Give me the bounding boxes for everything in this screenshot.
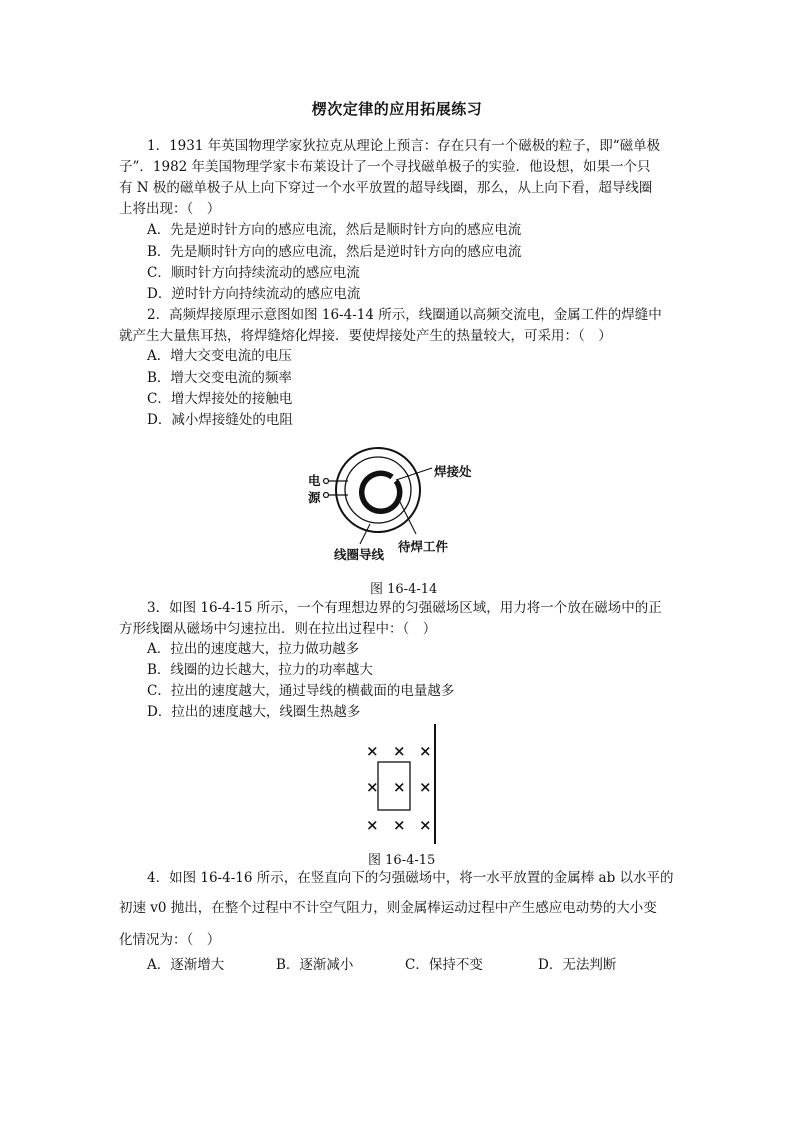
- welding-diagram: [300, 438, 500, 568]
- question-3-option-b: B．线圈的边长越大，拉力的功率越大: [147, 662, 373, 678]
- question-4-stem: [119, 868, 679, 889]
- workpiece-leader: [400, 502, 416, 534]
- question-2-stem: [119, 305, 679, 347]
- question-1-line: 1．1931 年英国物理学家狄拉克从理论上预言：存在只有一个磁极的粒子，即“磁单极: [147, 138, 661, 154]
- coil-outer-ring: [336, 448, 420, 532]
- question-3-line: 方形线圈从磁场中匀速拉出．则在拉出过程中：（ ）: [119, 621, 437, 637]
- power-terminal-top: [324, 479, 329, 484]
- question-4-stem-line-3: [119, 930, 679, 951]
- power-label-char-1: 电: [308, 473, 321, 488]
- power-label-char-2: 源: [308, 490, 321, 505]
- question-2-option-c: C．增大焊接处的接触电: [147, 391, 293, 407]
- field-mark: ×: [366, 778, 379, 796]
- page-title: 楞次定律的应用拓展练习: [311, 100, 483, 118]
- question-1-line: 子”．1982 年美国物理学家卡布莱设计了一个寻找磁单极子的实验．他设想，如果一个只: [119, 159, 651, 175]
- question-4-line: 初速 v0 抛出，在整个过程中不计空气阻力，则金属棒运动过程中产生感应电动势的大小变: [119, 900, 657, 916]
- magnetic-field-diagram: [360, 722, 450, 846]
- coil-leader: [360, 524, 370, 544]
- question-1-line: 有 N 极的磁单极子从上向下穿过一个水平放置的超导线圈，那么，从上向下看，超导线圈: [119, 180, 653, 196]
- field-mark: ×: [393, 816, 406, 834]
- question-1-option-c: C．顺时针方向持续流动的感应电流: [147, 265, 360, 281]
- question-1-option-d: D．逆时针方向持续流动的感应电流: [147, 286, 361, 302]
- coil-wire-label: 线圈导线: [334, 547, 385, 562]
- power-terminal-bottom: [324, 493, 329, 498]
- question-1-line: 上将出现：（ ）: [119, 201, 221, 217]
- field-mark: ×: [366, 816, 379, 834]
- field-mark: ×: [419, 816, 432, 834]
- question-4-option-b: B．逐渐减小: [276, 957, 354, 973]
- question-4-option-c: C．保持不变: [405, 957, 483, 973]
- field-mark: ×: [393, 742, 406, 760]
- question-2-line: 就产生大量焦耳热，将焊缝熔化焊接．要使焊接处产生的热量较大，可采用：（ ）: [119, 328, 612, 344]
- question-2-option-a: A．增大交变电流的电压: [147, 348, 292, 364]
- workpiece-ring: [362, 473, 400, 511]
- field-mark: ×: [419, 742, 432, 760]
- figure-14-caption: 图 16-4-14: [370, 582, 438, 597]
- question-4-option-a: A．逐渐增大: [147, 957, 225, 973]
- question-4-option-d: D．无法判断: [538, 957, 617, 973]
- figure-15-caption: 图 16-4-15: [368, 853, 436, 868]
- question-3-stem: [119, 598, 679, 640]
- field-mark: ×: [419, 778, 432, 796]
- field-mark: ×: [393, 778, 406, 796]
- question-4-line: 化情况为：（ ）: [119, 932, 221, 948]
- question-2-option-b: B．增大交变电流的频率: [147, 370, 292, 386]
- question-3-option-c: C．拉出的速度越大，通过导线的横截面的电量越多: [147, 683, 455, 699]
- question-3-option-d: D．拉出的速度越大，线圈生热越多: [147, 704, 361, 720]
- question-3-line: 3．如图 16-4-15 所示，一个有理想边界的匀强磁场区域，用力将一个放在磁场中的正: [147, 600, 662, 616]
- question-1-stem: [119, 136, 679, 220]
- question-4-line: 4．如图 16-4-16 所示，在竖直向下的匀强磁场中，将一水平放置的金属棒 ab 以水平的: [147, 870, 674, 886]
- question-4-stem-line-2: [119, 898, 679, 919]
- question-1-option-b: B．先是顺时针方向的感应电流，然后是逆时针方向的感应电流: [147, 244, 522, 260]
- question-4-options: [0, 953, 794, 975]
- question-2-option-d: D．减小焊接缝处的电阻: [147, 412, 293, 428]
- question-2-line: 2．高频焊接原理示意图如图 16-4-14 所示，线圈通以高频交流电，金属工件的焊缝中: [147, 307, 662, 323]
- question-1-option-a: A．先是逆时针方向的感应电流，然后是顺时针方向的感应电流: [147, 222, 522, 238]
- weld-point-label: 焊接处: [434, 464, 472, 479]
- field-mark: ×: [366, 742, 379, 760]
- question-3-option-a: A．拉出的速度越大，拉力做功越多: [147, 641, 360, 657]
- workpiece-label: 待焊工件: [398, 539, 449, 554]
